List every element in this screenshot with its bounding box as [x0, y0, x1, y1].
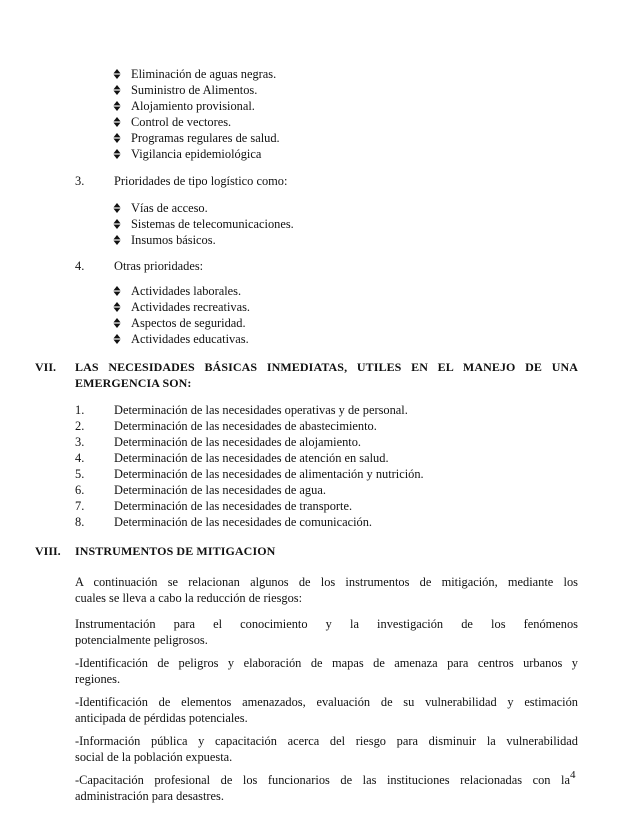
- paragraph: [75, 733, 578, 765]
- diamond-bullet-icon: [112, 146, 122, 162]
- paragraph: [75, 694, 578, 726]
- list-item-text: Alojamiento provisional.: [131, 99, 255, 113]
- diamond-bullet-icon: [112, 82, 122, 98]
- paragraph-line: cuales se lleva a cabo la reducción de riesgos:: [75, 591, 303, 605]
- item-number: 7.: [75, 499, 85, 513]
- list-item-text: Aspectos de seguridad.: [131, 316, 246, 330]
- paragraph-line: -Identificación de peligros y elaboración de mapas de amenaza para centros urbanos y: [75, 656, 578, 670]
- paragraph: [75, 574, 578, 606]
- item-number: 5.: [75, 467, 85, 481]
- list-item-text: Eliminación de aguas negras.: [131, 67, 277, 81]
- paragraph-line: -Información pública y capacitación acerca del riesgo para disminuir la vulnerabilidad: [75, 734, 578, 748]
- item-text: Determinación de las necesidades operativas y de personal.: [114, 403, 408, 417]
- item-text: Determinación de las necesidades de atención en salud.: [114, 451, 389, 465]
- section-number: VII.: [35, 360, 57, 374]
- item-number: 4.: [75, 259, 85, 273]
- paragraph-line: regiones.: [75, 672, 121, 686]
- list-item-text: Programas regulares de salud.: [131, 131, 280, 145]
- diamond-bullet-icon: [112, 114, 122, 130]
- paragraph-line: anticipada de pérdidas potenciales.: [75, 711, 248, 725]
- diamond-bullet-icon: [112, 331, 122, 347]
- list-item-text: Control de vectores.: [131, 115, 232, 129]
- list-item-text: Vigilancia epidemiológica: [131, 147, 262, 161]
- item-text: Determinación de las necesidades de transporte.: [114, 499, 353, 513]
- list-item-text: Sistemas de telecomunicaciones.: [131, 217, 294, 231]
- paragraph-line: A continuación se relacionan algunos de los instrumentos de mitigación, mediante los: [75, 575, 578, 589]
- list-item-text: Actividades recreativas.: [131, 300, 251, 314]
- diamond-bullet-icon: [112, 315, 122, 331]
- section-title-continued: EMERGENCIA SON:: [75, 376, 192, 390]
- item-text: Determinación de las necesidades de agua.: [114, 483, 326, 497]
- section-title: LAS NECESIDADES BÁSICAS INMEDIATAS, UTILES EN EL MANEJO DE UNA: [75, 360, 578, 374]
- paragraph-line: Instrumentación para el conocimiento y la investigación de los fenómenos: [75, 617, 578, 631]
- item-text: Determinación de las necesidades de abastecimiento.: [114, 419, 377, 433]
- paragraph-line: potencialmente peligrosos.: [75, 633, 208, 647]
- list-item-text: Actividades educativas.: [131, 332, 249, 346]
- list-item-text: Suministro de Alimentos.: [131, 83, 258, 97]
- list-item-text: Actividades laborales.: [131, 284, 242, 298]
- item-number: 4.: [75, 451, 85, 465]
- diamond-bullet-icon: [112, 216, 122, 232]
- item-text: Determinación de las necesidades de alojamiento.: [114, 435, 362, 449]
- diamond-bullet-icon: [112, 283, 122, 299]
- item-number: 8.: [75, 515, 85, 529]
- diamond-bullet-icon: [112, 232, 122, 248]
- section-number: VIII.: [35, 544, 61, 558]
- diamond-bullet-icon: [112, 130, 122, 146]
- paragraph: [75, 616, 578, 648]
- item-number: 1.: [75, 403, 85, 417]
- section-title: INSTRUMENTOS DE MITIGACION: [75, 544, 276, 558]
- item-text: Determinación de las necesidades de alimentación y nutrición.: [114, 467, 424, 481]
- page-number: 4: [570, 769, 576, 781]
- diamond-bullet-icon: [112, 66, 122, 82]
- list-item-text: Insumos básicos.: [131, 233, 216, 247]
- item-number: 6.: [75, 483, 85, 497]
- paragraph: [75, 772, 570, 804]
- item-number: 2.: [75, 419, 85, 433]
- item-text: Otras prioridades:: [114, 259, 204, 273]
- diamond-bullet-icon: [112, 299, 122, 315]
- paragraph-line: social de la población expuesta.: [75, 750, 233, 764]
- diamond-bullet-icon: [112, 98, 122, 114]
- diamond-bullet-icon: [112, 200, 122, 216]
- paragraph: [75, 655, 578, 687]
- item-text: Prioridades de tipo logístico como:: [114, 174, 288, 188]
- item-text: Determinación de las necesidades de comunicación.: [114, 515, 373, 529]
- paragraph-line: -Capacitación profesional de los funcionarios de las instituciones relacionadas con la: [75, 773, 570, 787]
- paragraph-line: -Identificación de elementos amenazados, evaluación de su vulnerabilidad y estimación: [75, 695, 578, 709]
- paragraph-line: administración para desastres.: [75, 789, 224, 803]
- item-number: 3.: [75, 435, 85, 449]
- item-number: 3.: [75, 174, 85, 188]
- list-item-text: Vías de acceso.: [131, 201, 208, 215]
